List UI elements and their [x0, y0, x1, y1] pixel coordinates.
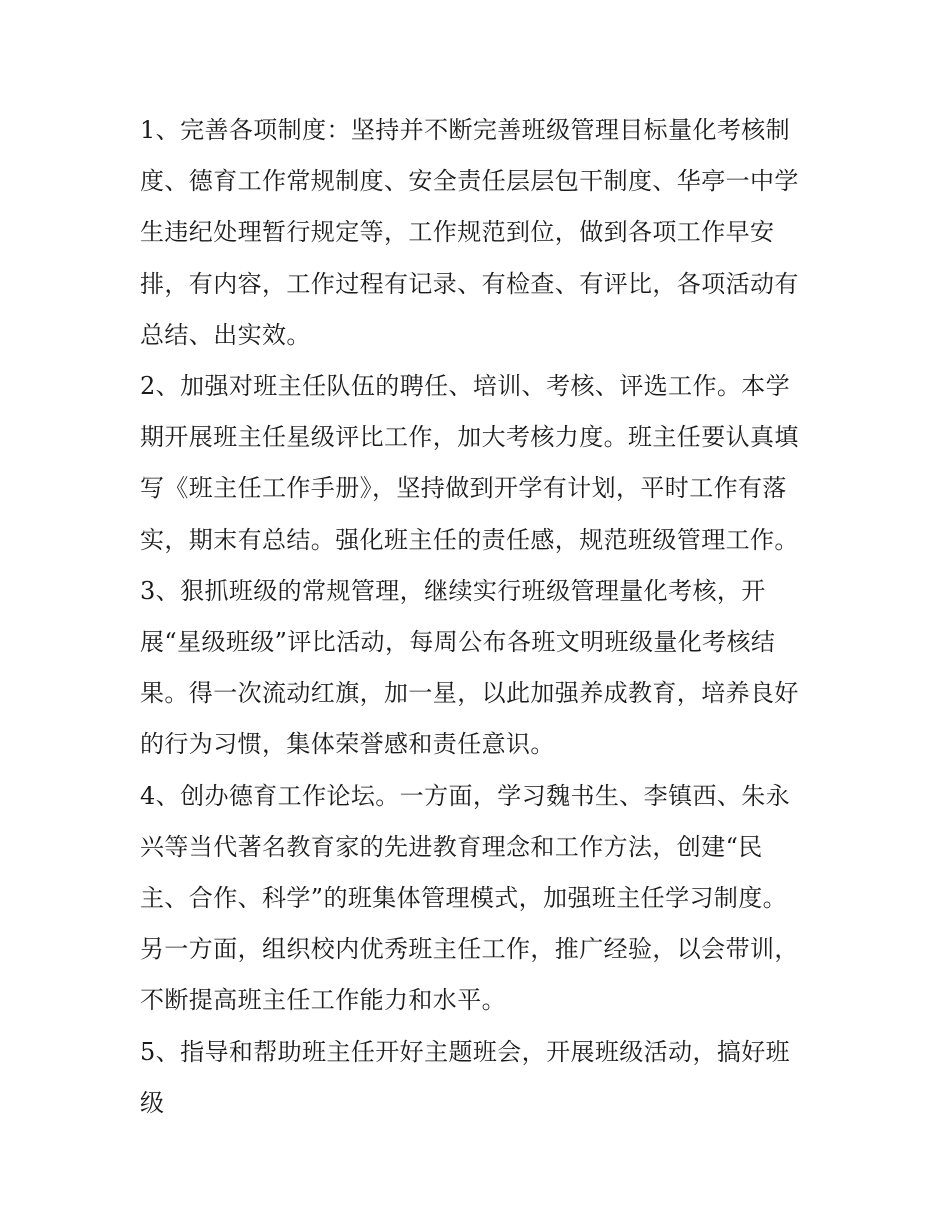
text-line: 4、创办德育工作论坛。一方面，学习魏书生、李镇西、朱永 — [140, 781, 791, 810]
text-line: 兴等当代著名教育家的先进教育理念和工作方法，创建“民 — [140, 832, 763, 861]
text-line: 度、德育工作常规制度、安全责任层层包干制度、华亭一中学 — [140, 167, 799, 196]
text-line: 1、完善各项制度：坚持并不断完善班级管理目标量化考核制 — [140, 116, 791, 144]
paragraph-1 — [140, 105, 820, 361]
text-line: 排，有内容，工作过程有记录、有检查、有评比，各项活动有 — [140, 269, 799, 298]
text-line: 写《班主任工作手册》，坚持做到开学有计划，平时工作有落 — [140, 474, 787, 503]
text-line: 展“星级班级”评比活动，每周公布各班文明班级量化考核结 — [140, 628, 776, 657]
text-line: 另一方面，组织校内优秀班主任工作，推广经验，以会带训， — [140, 935, 799, 964]
text-line: 不断提高班主任工作能力和水平。 — [140, 986, 506, 1015]
text-line: 主、合作、科学”的班集体管理模式，加强班主任学习制度。 — [140, 884, 788, 913]
paragraph-5 — [140, 1027, 820, 1129]
text-line: 5、指导和帮助班主任开好主题班会，开展班级活动，搞好班 — [140, 1037, 791, 1066]
text-line: 总结、出实效。 — [140, 320, 311, 349]
paragraph-4 — [140, 771, 820, 1027]
text-line: 生违纪处理暂行规定等，工作规范到位，做到各项工作早安 — [140, 218, 775, 247]
text-line: 的行为习惯，集体荣誉感和责任意识。 — [140, 730, 555, 759]
text-line: 3、狠抓班级的常规管理，继续实行班级管理量化考核，开 — [140, 576, 766, 605]
text-line: 2、加强对班主任队伍的聘任、培训、考核、评选工作。本学 — [140, 372, 791, 401]
document-body — [140, 105, 820, 1129]
text-line: 实，期末有总结。强化班主任的责任感，规范班级管理工作。 — [140, 525, 799, 554]
paragraph-2 — [140, 361, 820, 566]
text-line: 级 — [140, 1088, 165, 1117]
text-line: 果。得一次流动红旗，加一星，以此加强养成教育，培养良好 — [140, 679, 799, 708]
text-line: 期开展班主任星级评比工作，加大考核力度。班主任要认真填 — [140, 423, 799, 452]
paragraph-3 — [140, 566, 820, 771]
